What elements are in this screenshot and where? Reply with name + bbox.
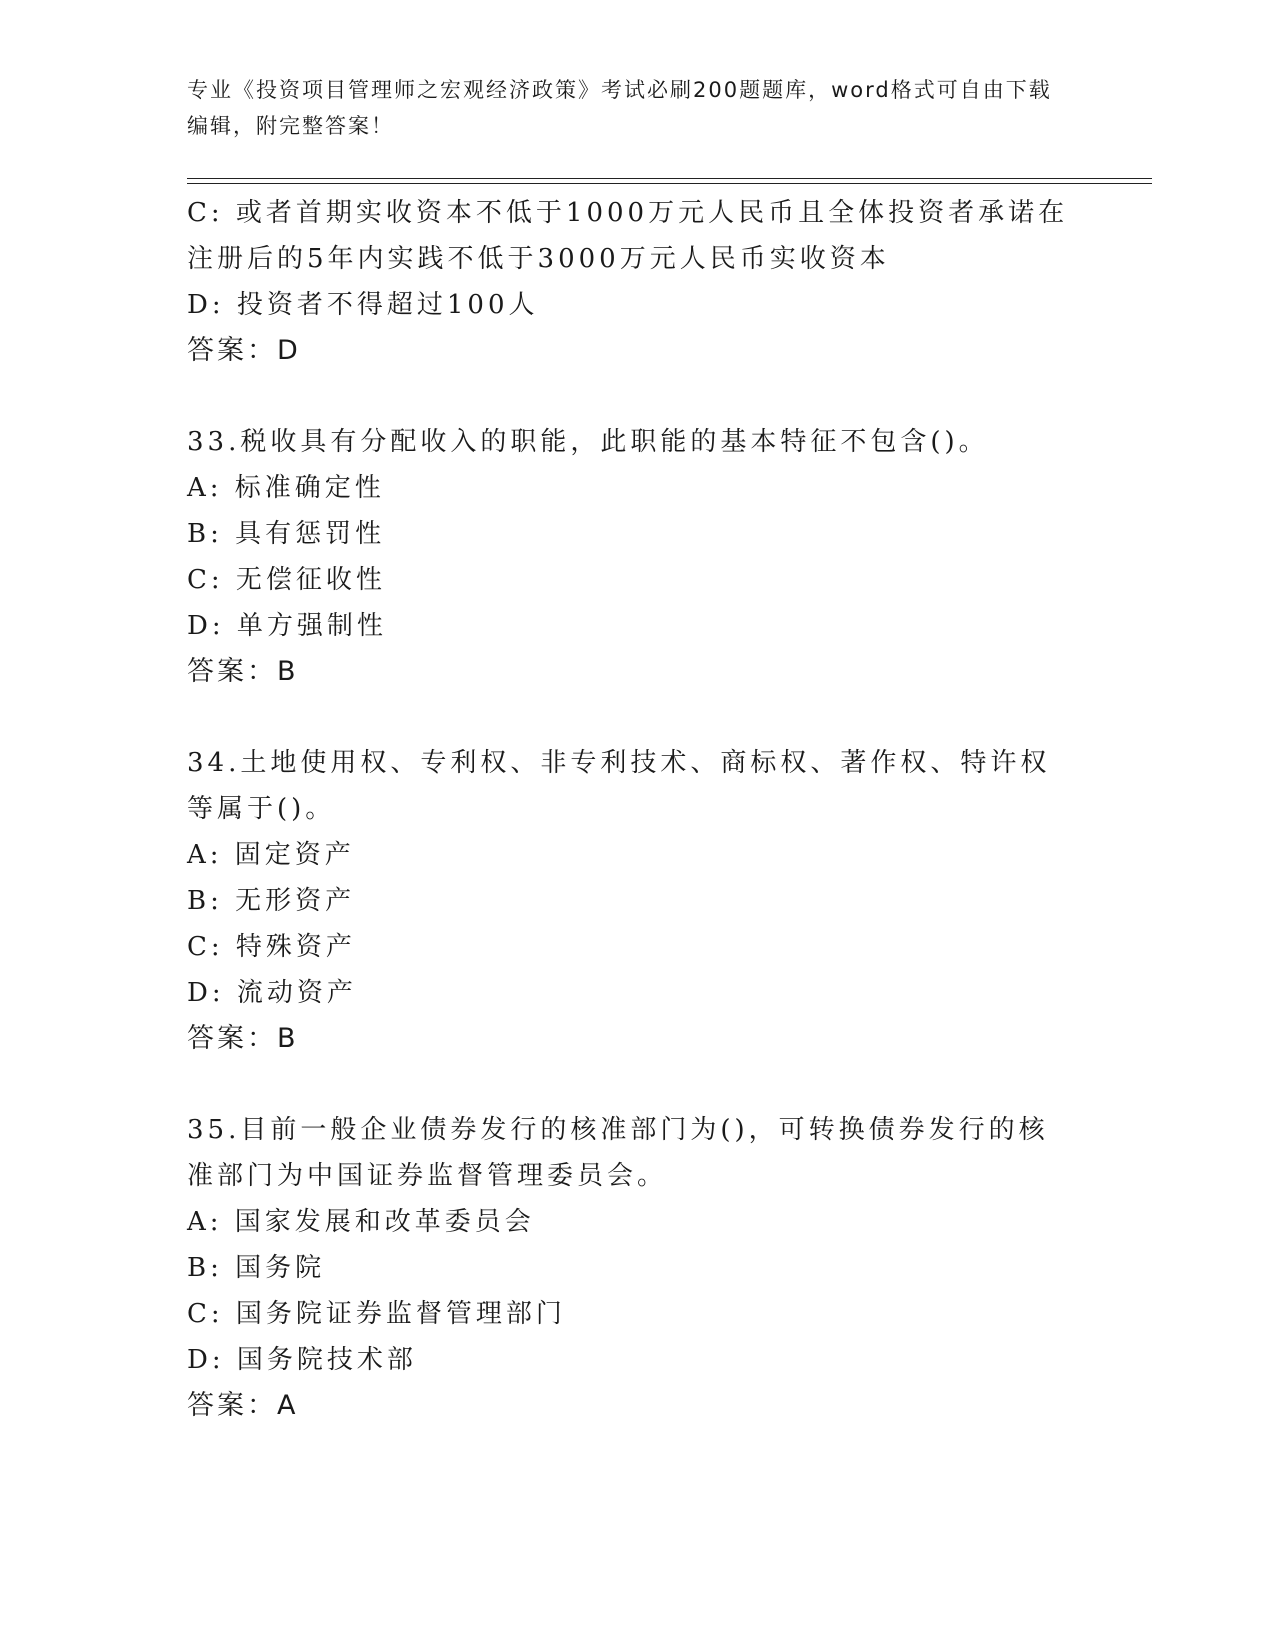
question-stem: 34.土地使用权、专利权、非专利技术、商标权、著作权、特许权等属于()。 bbox=[187, 748, 1051, 824]
answer-label: 答案：B bbox=[187, 656, 299, 687]
option-c: C: 无偿征收性 bbox=[187, 565, 386, 595]
question-34 bbox=[187, 740, 1077, 1062]
option-d: D: 单方强制性 bbox=[187, 611, 387, 641]
header-divider-top bbox=[187, 178, 1152, 179]
answer-label: 答案：D bbox=[187, 335, 301, 366]
option-a: A: 固定资产 bbox=[187, 840, 355, 870]
page-header: 专业《投资项目管理师之宏观经济政策》考试必刷200题题库，word格式可自由下载编辑，附完整答案！ bbox=[187, 78, 1052, 138]
question-35 bbox=[187, 1107, 1077, 1429]
option-b: B: 无形资产 bbox=[187, 886, 356, 916]
option-b: B: 国务院 bbox=[187, 1253, 326, 1283]
option-c: C: 国务院证券监督管理部门 bbox=[187, 1299, 566, 1329]
option-a: A: 标准确定性 bbox=[187, 473, 385, 503]
option-c: C: 特殊资产 bbox=[187, 932, 356, 962]
question-stem: 33.税收具有分配收入的职能，此职能的基本特征不包含()。 bbox=[187, 427, 989, 457]
option-d: D: 流动资产 bbox=[187, 978, 357, 1008]
option-c: C: 或者首期实收资本不低于1000万元人民币且全体投资者承诺在注册后的5年内实践不低于3000万元人民币实收资本 bbox=[187, 198, 1069, 274]
option-d: D: 投资者不得超过100人 bbox=[187, 290, 539, 320]
question-content bbox=[187, 190, 1077, 1429]
question-stem: 35.目前一般企业债券发行的核准部门为()，可转换债券发行的核准部门为中国证券监督管理委员会。 bbox=[187, 1115, 1049, 1191]
answer-label: 答案：A bbox=[187, 1390, 299, 1421]
prev-question-block bbox=[187, 190, 1077, 374]
option-a: A: 国家发展和改革委员会 bbox=[187, 1207, 535, 1237]
answer-label: 答案：B bbox=[187, 1023, 299, 1054]
option-d: D: 国务院技术部 bbox=[187, 1345, 417, 1375]
header-divider-bottom bbox=[187, 183, 1152, 184]
question-33 bbox=[187, 419, 1077, 695]
option-b: B: 具有惩罚性 bbox=[187, 519, 386, 549]
